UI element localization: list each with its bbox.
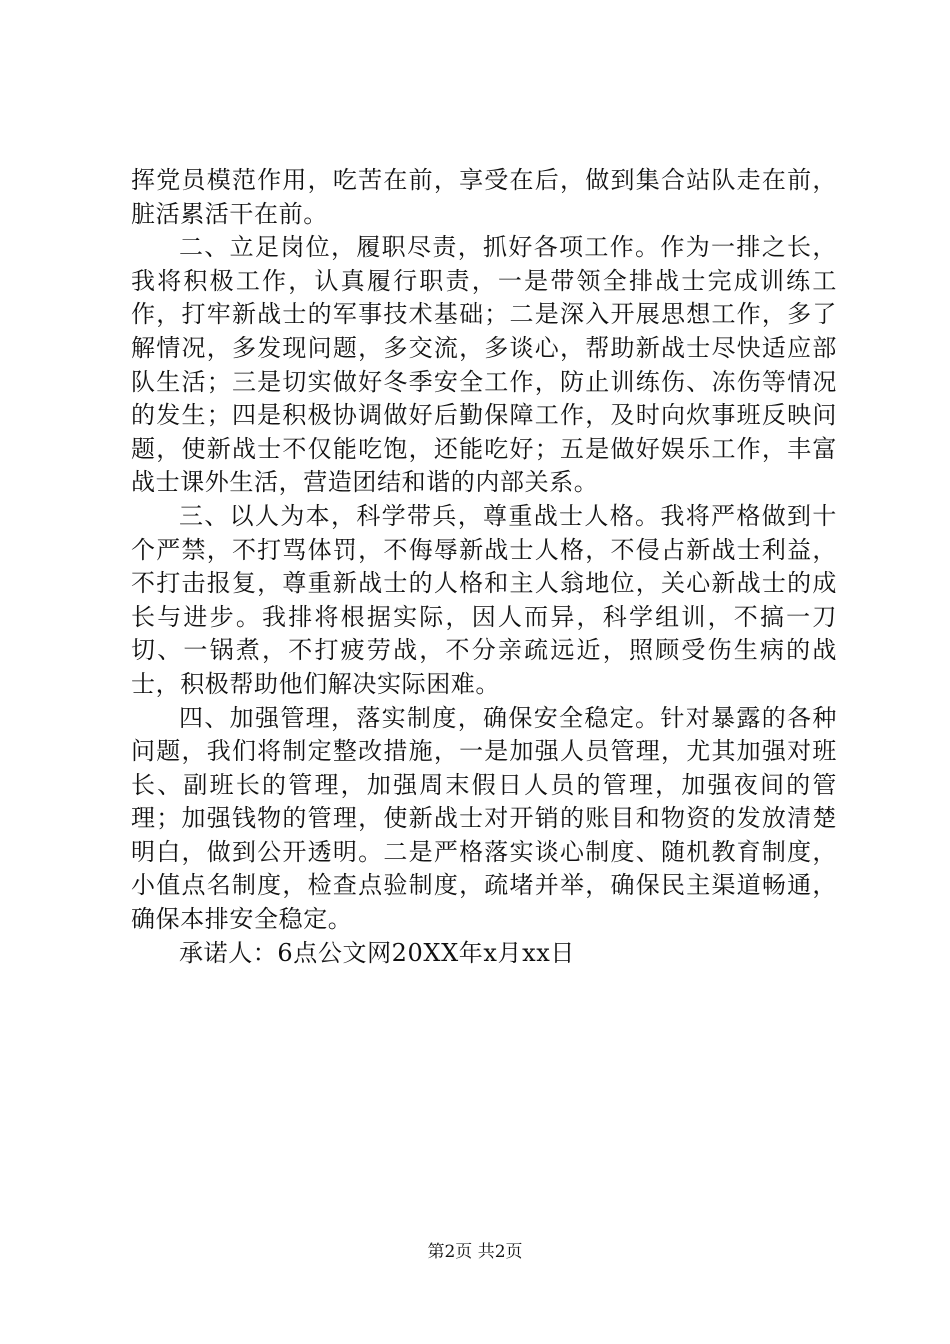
page-footer: 第2页 共2页 [427,1242,523,1262]
paragraph-continuation: 挥党员模范作用，吃苦在前，享受在后，做到集合站队走在前，脏活累活干在前。 [131,166,837,228]
signature-line: 承诺人：6点公文网20XX年x月xx日 [179,938,575,967]
paragraph-three: 三、以人为本，科学带兵，尊重战士人格。我将严格做到十个严禁，不打骂体罚，不侮辱新战士人格，不侵占新战士利益，不打击报复，尊重新战士的人格和主人翁地位，关心新战士的成长与进步。我排将根据实际，因人而异，科学组训，不搞一刀切、一锅煮，不打疲劳战，不分亲疏远近，照顾受伤生病的战士，积极帮助他们解决实际困难。 [131,501,837,698]
paragraph-four: 四、加强管理，落实制度，确保安全稳定。针对暴露的各种问题，我们将制定整改措施，一是加强人员管理，尤其加强对班长、副班长的管理，加强周末假日人员的管理，加强夜间的管理；加强钱物的管理，使新战士对开销的账目和物资的发放清楚明白，做到公开透明。二是严格落实谈心制度、随机教育制度，小值点名制度，检查点验制度，疏堵并举，确保民主渠道畅通，确保本排安全稳定。 [131,703,837,934]
document-body [131,164,837,970]
paragraph-two: 二、立足岗位，履职尽责，抓好各项工作。作为一排之长，我将积极工作，认真履行职责，一是带领全排战士完成训练工作，打牢新战士的军事技术基础；二是深入开展思想工作，多了解情况，多发现问题，多交流，多谈心，帮助新战士尽快适应部队生活；三是切实做好冬季安全工作，防止训练伤、冻伤等情况的发生；四是积极协调做好后勤保障工作，及时向炊事班反映问题，使新战士不仅能吃饱，还能吃好；五是做好娱乐工作，丰富战士课外生活，营造团结和谐的内部关系。 [131,233,837,497]
